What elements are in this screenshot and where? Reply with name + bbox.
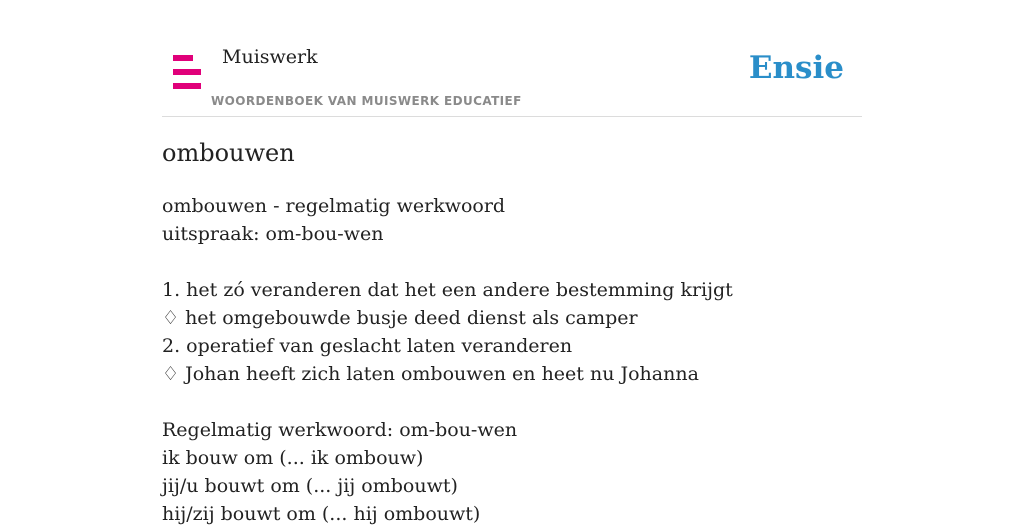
entry-heading-line: ombouwen - regelmatig werkwoord bbox=[162, 195, 506, 217]
example-line: ♢ Johan heeft zich laten ombouwen en heet nu Johanna bbox=[162, 363, 699, 385]
entry-pronunciation: uitspraak: om-bou-wen bbox=[162, 223, 384, 245]
conjugation-heading: Regelmatig werkwoord: om-bou-wen bbox=[162, 419, 518, 441]
site-header bbox=[162, 0, 862, 117]
spacer bbox=[162, 388, 862, 416]
meaning-line: 2. operatief van geslacht laten veranderen bbox=[162, 335, 573, 357]
conjugation-line: hij/zij bouwt om (... hij ombouwt) bbox=[162, 503, 481, 525]
page-title: ombouwen bbox=[162, 139, 295, 167]
brand-subtitle: WOORDENBOEK VAN MUISWERK EDUCATIEF bbox=[211, 94, 522, 108]
muiswerk-e-icon[interactable] bbox=[173, 55, 201, 89]
brand-name[interactable]: Muiswerk bbox=[222, 46, 318, 68]
entry-content bbox=[162, 192, 862, 528]
conjugation-line: ik bouw om (... ik ombouw) bbox=[162, 447, 424, 469]
example-line: ♢ het omgebouwde busje deed dienst als camper bbox=[162, 307, 638, 329]
meaning-line: 1. het zó veranderen dat het een andere bestemming krijgt bbox=[162, 279, 733, 301]
ensie-logo[interactable]: Ensie bbox=[748, 50, 844, 86]
conjugation-line: jij/u bouwt om (... jij ombouwt) bbox=[162, 475, 458, 497]
spacer bbox=[162, 248, 862, 276]
